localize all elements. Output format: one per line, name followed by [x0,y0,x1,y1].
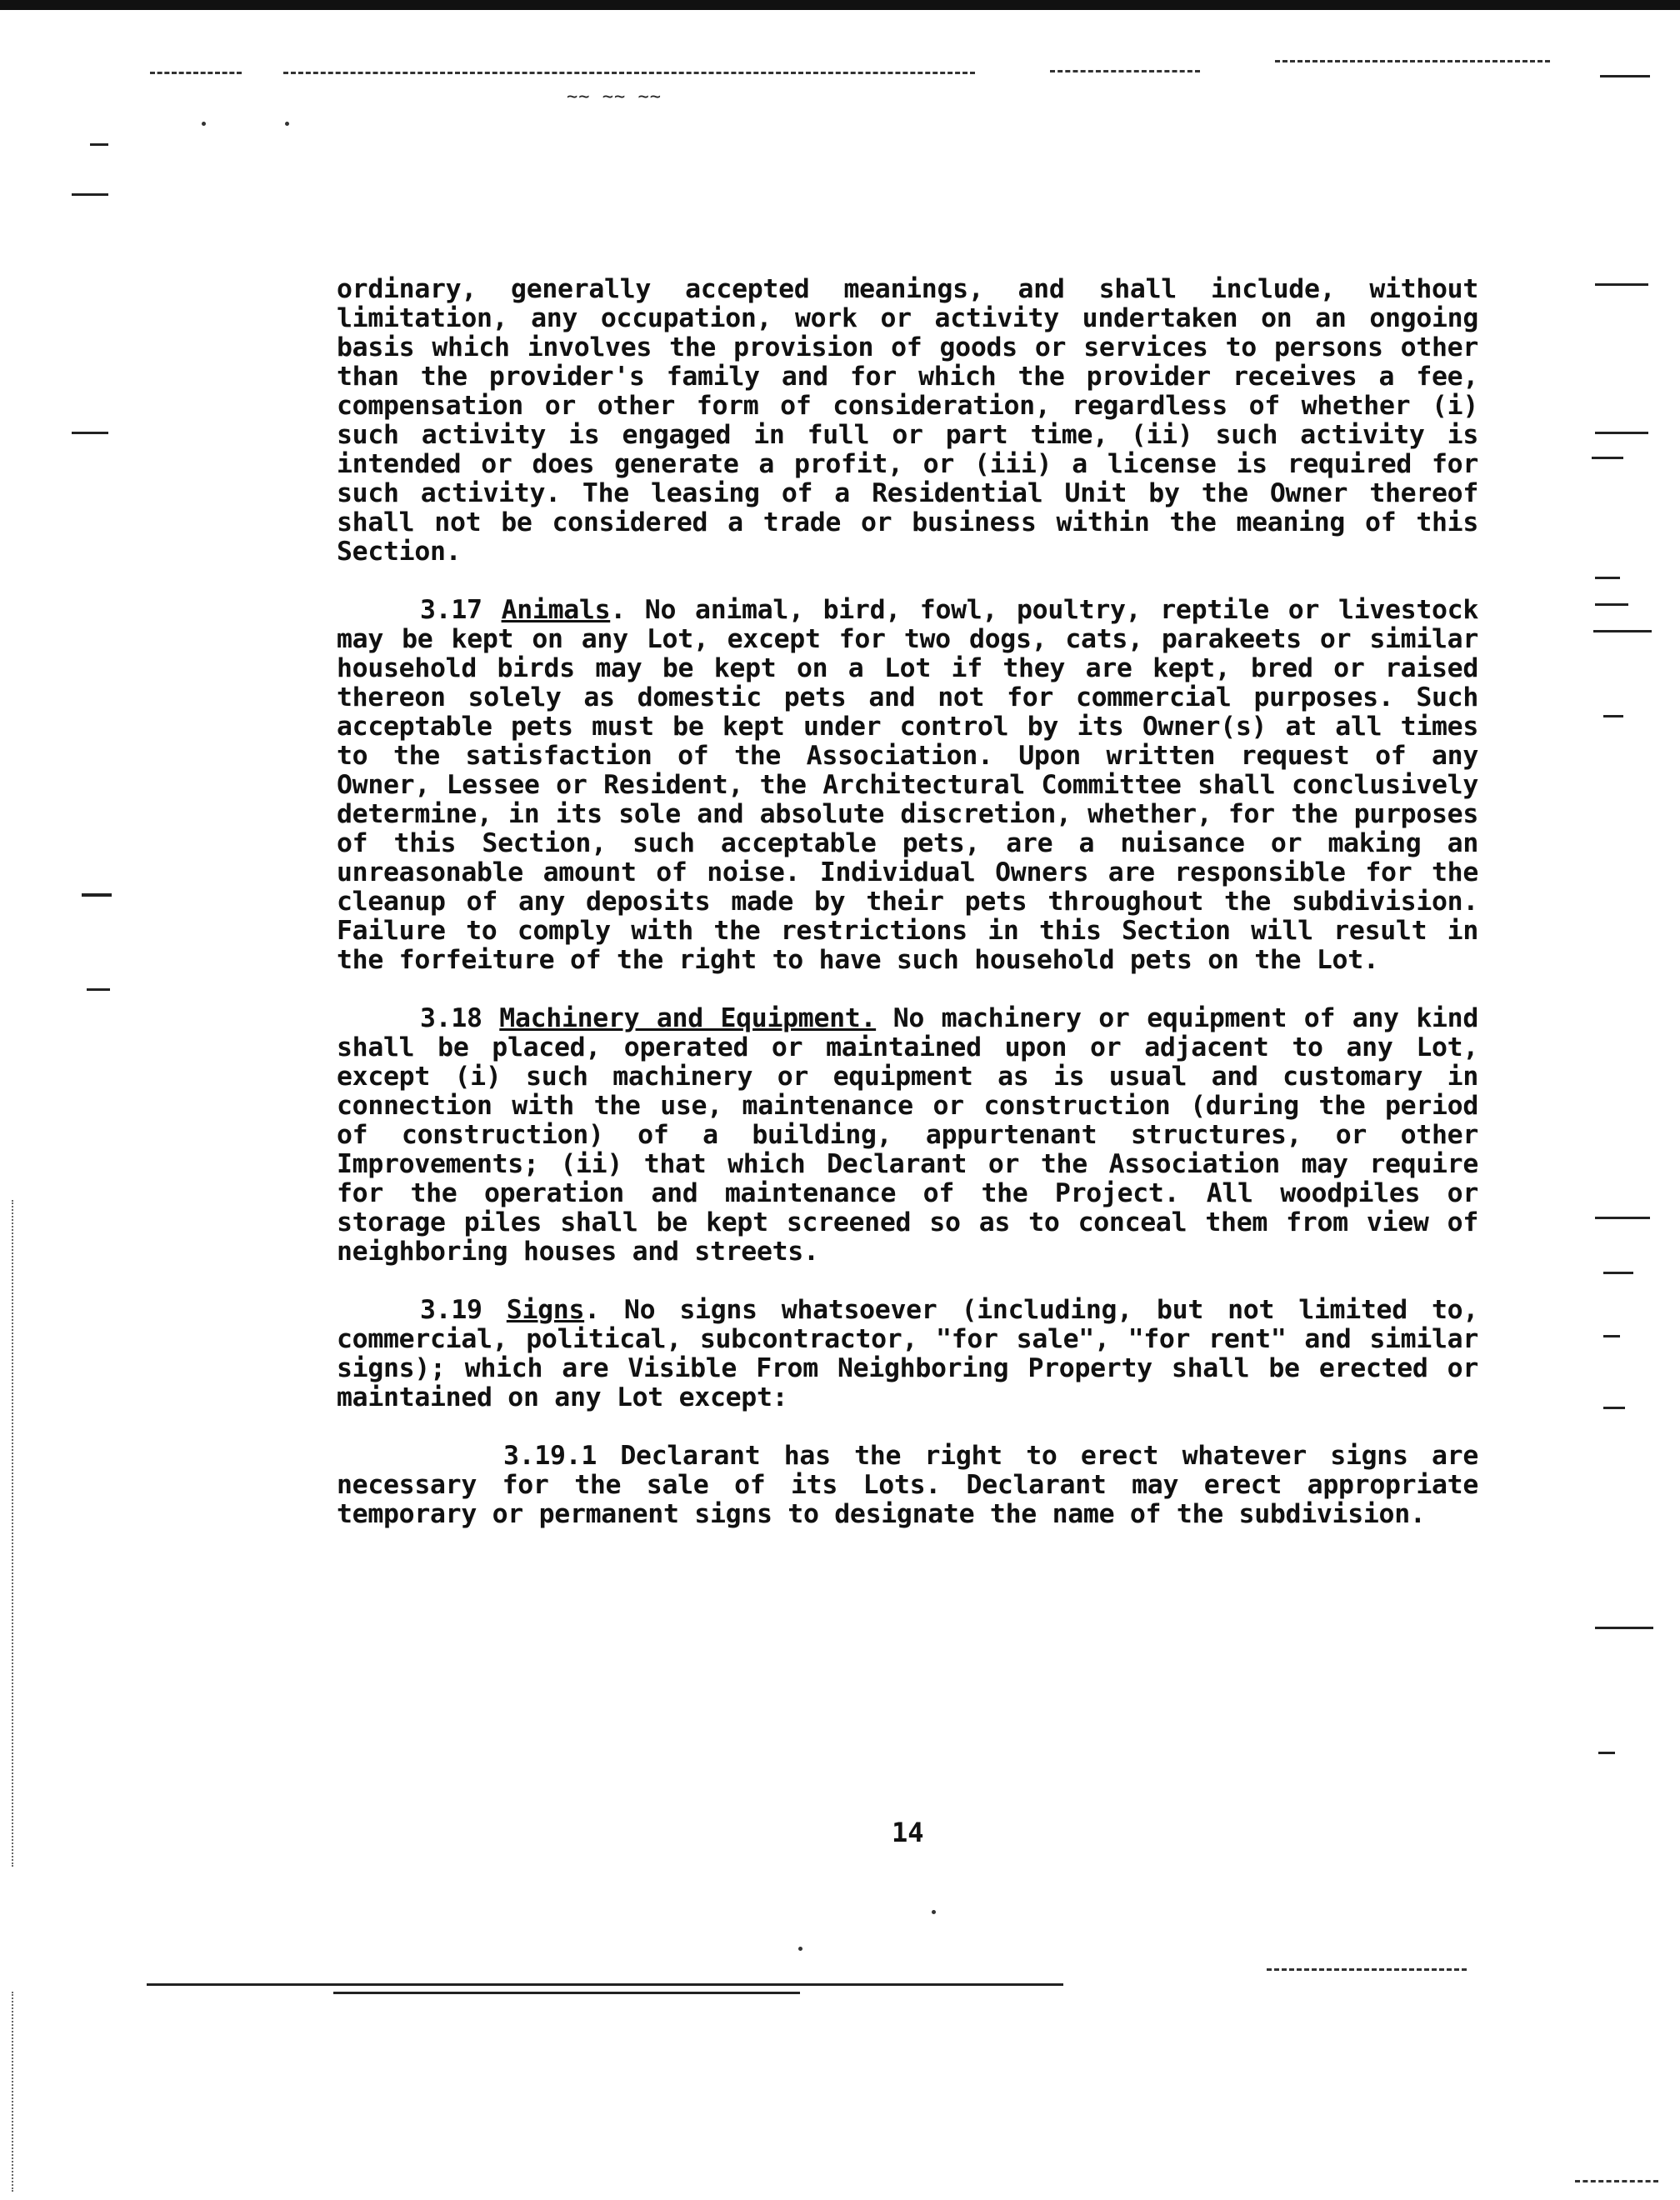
section-number: 3.17 [420,595,482,625]
header-stamp: ~~ ~~ ~~ [567,87,662,108]
margin-mark [1595,603,1628,606]
scan-artifact [932,1910,936,1914]
paragraph-text: No machinery or equipment of any kind shall be placed, operated or maintained upon or adjacent to any Lot, except (i) such machinery or equipment as is usual and customary in connection with the use, maintenance or construction (during the period of construction) of a building, appurtenant structures, or other Improvements; (ii) that which Declarant or the Association may require for the operation and maintenance of the Project. All woodpiles or storage piles shall be kept screened so as to conceal them from view of neighboring houses and streets. [337,1003,1478,1267]
page-number: 14 [892,1817,924,1848]
margin-mark [72,193,108,196]
margin-mark [87,988,110,991]
margin-mark [82,893,112,897]
margin-mark [1595,577,1620,579]
scan-artifact [798,1947,802,1951]
margin-mark [1593,630,1652,632]
margin-mark [1595,283,1648,286]
section-heading-suffix: . [610,595,626,625]
margin-mark [1598,1752,1615,1754]
section-number: 3.19.1 [503,1441,597,1471]
margin-mark [1603,1407,1625,1409]
scan-artifact [285,122,289,126]
paragraph-3-19-1 [337,1442,1478,1529]
paragraph-text: ordinary, generally accepted meanings, and shall include, without limitation, any occupation, work or activity undertaken on an ongoing basis which involves the provision of goods or services to persons other than the provider's family and for which the provider receives a fee, compensation or other form of consideration, regardless of whether (i) such activity is engaged in full or part time, (ii) such activity is intended or does generate a profit, or (iii) a license is required for such activity. The leasing of a Residential Unit by the Owner thereof shall not be considered a trade or business within the meaning of this Section. [337,274,1478,567]
margin-mark [90,143,108,146]
scan-artifact [1275,60,1550,62]
scan-artifact [1050,70,1200,72]
section-heading: Signs [506,1295,585,1325]
scan-artifact [12,1200,13,1867]
margin-mark [1603,715,1623,718]
scan-artifact [147,1983,1063,1986]
paragraph-3-17 [337,596,1478,975]
section-number: 3.18 [420,1003,482,1033]
scan-artifact [333,1992,800,1994]
section-number: 3.19 [420,1295,482,1325]
paragraph-text: Declarant has the right to erect whatever signs are necessary for the sale of its Lots. Declarant may erect appropriate temporary or permanent signs to designate the name of the subdivision. [337,1441,1478,1529]
paragraph-continuation [337,275,1478,567]
margin-mark [1595,432,1648,434]
margin-mark [1592,457,1623,459]
scan-artifact [283,72,975,74]
paragraph-text: No animal, bird, fowl, poultry, reptile or livestock may be kept on any Lot, except for two dogs, cats, parakeets or similar household birds may be kept on a Lot if they are kept, bred or raised thereon solely as domestic pets and not for commercial purposes. Such acceptable pets must be kept under control by its Owner(s) at all times to the satisfaction of the Association. Upon written request of any Owner, Lessee or Resident, the Architectural Committee shall conclusively determine, in its sole and absolute discretion, whether, for the purposes of this Section, such acceptable pets, are a nuisance or making an unreasonable amount of noise. Individual Owners are responsible for the cleanup of any deposits made by their pets throughout the subdivision. Failure to comply with the restrictions in this Section will result in the forfeiture of the right to have such household pets on the Lot. [337,595,1478,975]
scan-artifact [150,72,242,74]
paragraph-3-18 [337,1004,1478,1267]
margin-mark [1603,1272,1633,1274]
scan-artifact [12,1992,13,2192]
section-heading: Machinery and Equipment. [499,1003,877,1033]
section-heading: Animals [501,595,611,625]
scan-top-border [0,0,1680,10]
paragraph-3-19 [337,1296,1478,1412]
margin-mark [1600,75,1650,78]
margin-mark [1595,1627,1653,1629]
document-body [337,275,1478,1558]
section-heading-suffix: . [584,1295,600,1325]
scan-artifact [1267,1968,1467,1971]
margin-mark [1595,1217,1650,1219]
paragraph-text: No signs whatsoever (including, but not limited to, commercial, political, subcontractor, "for sale", "for rent" and similar signs); which are Visible From Neighboring Property shall be erected or maintained on any Lot except: [337,1295,1478,1412]
margin-mark [1603,1335,1620,1338]
margin-mark [72,432,108,434]
scan-artifact [1575,2180,1658,2182]
scan-artifact [202,122,206,126]
